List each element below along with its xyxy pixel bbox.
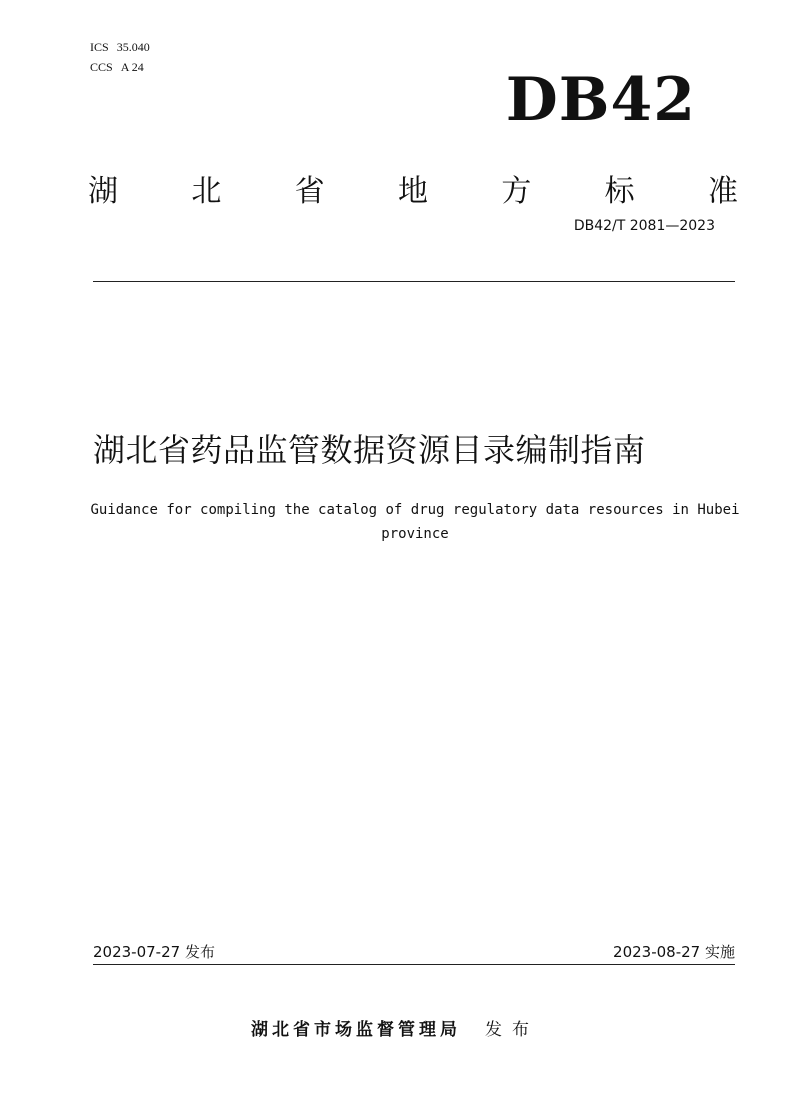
issue-date: 2023-07-27 发布 <box>93 943 215 961</box>
ccs-label: CCS <box>90 60 113 74</box>
standard-type-char: 省 <box>294 174 325 209</box>
standard-number: DB42/T 2081—2023 <box>573 218 715 234</box>
ics-line <box>90 40 150 54</box>
top-divider <box>93 281 735 282</box>
implementation-date: 2023-08-27 实施 <box>613 943 735 961</box>
standard-type-heading <box>88 172 738 212</box>
db-code: DB42 <box>505 65 696 135</box>
standard-type-char: 准 <box>707 174 738 209</box>
standard-type-char: 地 <box>397 174 428 209</box>
ics-label: ICS <box>90 40 109 54</box>
issuer-line <box>0 1016 790 1044</box>
ccs-line <box>90 60 144 74</box>
ccs-code: A 24 <box>120 60 144 74</box>
issue-word: 发布 <box>485 1020 539 1040</box>
standard-type-char: 方 <box>501 174 532 209</box>
standard-type-char: 标 <box>604 174 635 209</box>
bottom-divider <box>93 964 735 965</box>
issuing-authority: 湖北省市场监督管理局 <box>251 1020 461 1040</box>
ics-code: 35.040 <box>116 40 150 54</box>
chinese-title: 湖北省药品监管数据资源目录编制指南 <box>93 431 646 469</box>
standard-type-char: 湖 <box>88 174 118 209</box>
standard-type-char: 北 <box>191 174 222 209</box>
english-title: Guidance for compiling the catalog of drug regulatory data resources in Hubei province <box>90 502 740 542</box>
